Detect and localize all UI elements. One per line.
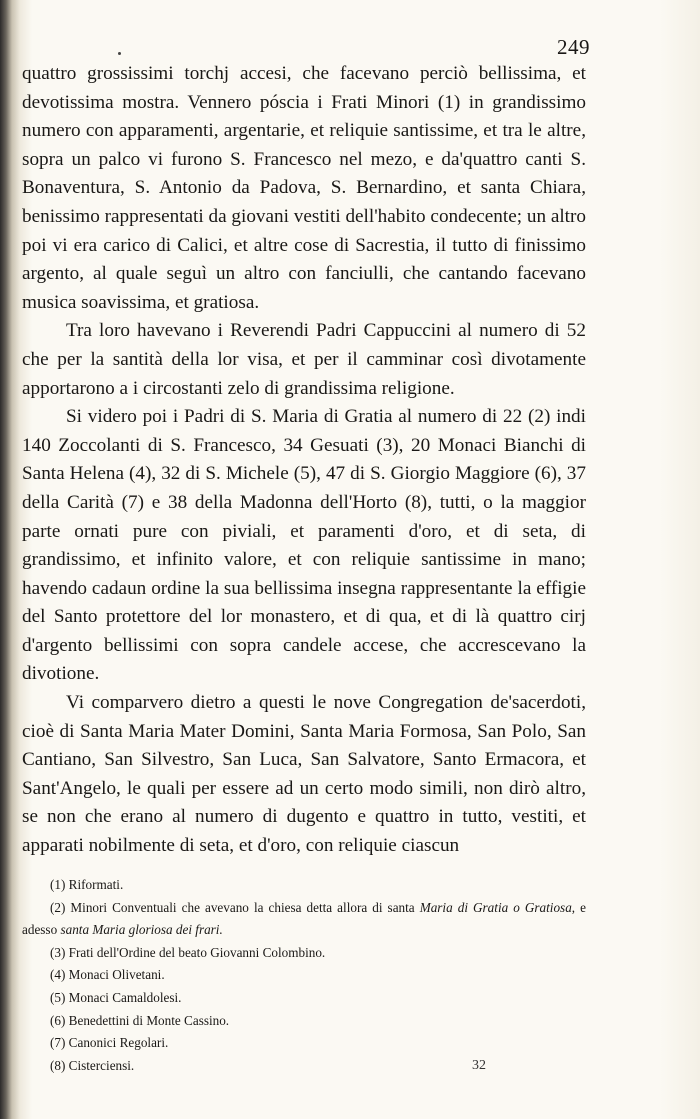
footnote-5: (5) Monaci Camaldolesi. <box>50 989 182 1005</box>
page-number: 249 <box>557 35 590 59</box>
footnote-4: (4) Monaci Olivetani. <box>50 967 165 983</box>
footnote-2 <box>22 897 586 942</box>
footnote-1: (1) Riformati. <box>50 877 124 892</box>
footnotes <box>22 874 586 1077</box>
footnote-2-italic-1: Maria di Gratia o Gratiosa <box>419 899 572 915</box>
footnote-2-text: (2) Minori Conventuali che avevano la chiesa detta allora di santa <box>50 899 420 915</box>
footnote-3: (3) Frati dell'Ordine del beato Giovanni Colombino. <box>50 944 326 960</box>
paragraph-1: quattro grossissimi torchj accesi, che facevano perciò bellissima, et devotissima mostra. Vennero póscia i Frati Minori (1) in grandissimo numero con apparamenti, argentarie, et reliquie santissime, et tra le altre, sopra un palco vi furono S. Francesco nel mezo, e da'quattro canti S. Bonaventura, S. Antonio da Padova, S. Bernardino, et santa Chiara, benissimo rappresentati da giovani vestiti dell'habito condecente; un altro poi vi era carico di Calici, et altre cose di Sacrestia, il tutto di finissimo argento, al quale seguì un altro con fanciulli, che cantando facevano musica soavissima, et gratiosa. <box>22 63 586 313</box>
ink-speck <box>118 52 121 55</box>
signature-mark: 32 <box>472 1058 486 1073</box>
paragraph-3: Si videro poi i Padri di S. Maria di Gratia al numero di 22 (2) indi 140 Zoccolanti di S. Francesco, 34 Gesuati (3), 20 Monaci Bianchi di Santa Helena (4), 32 di S. Michele (5), 47 di S. Giorgio Maggiore (6), 37 della Carità (7) e 38 della Madonna dell'Horto (8), tutti, o la maggior parte ornati pure con piviali, et paramenti d'oro, et di seta, di grandissimo, et infinito valore, et con reliquie santissime in mano; havendo cadaun ordine la sua bellissima insegna rappresentante la effigie del Santo protettore del lor monastero, et di qua, et di là quattro cirj d'argento bellissimi con sopra candele accese, che accrescevano la divotione. <box>22 406 586 685</box>
paragraph-4: Vi comparvero dietro a questi le nove Congregation de'sacerdoti, cioè di Santa Maria Mater Domini, Santa Maria Formosa, San Polo, San Cantiano, San Silvestro, San Luca, San Salvatore, Santo Ermacora, et Sant'Angelo, le quali per essere ad un certo modo simili, non dirò altro, se non che erano al numero di dugento e quattro in tutto, vestiti, et apparati nobilmente di seta, et d'oro, con reliquie ciascun <box>22 692 586 857</box>
footnote-2-italic-2: santa Maria gloriosa dei frari. <box>60 922 223 938</box>
footnote-6: (6) Benedettini di Monte Cassino. <box>50 1012 230 1028</box>
footnote-2-text-b: , e adesso <box>22 899 586 938</box>
paragraph-2: Tra loro havevano i Reverendi Padri Cappuccini al numero di 52 che per la santità della lor visa, et per il camminar così divotamente apportarono a i circostanti zelo di grandissima religione. <box>22 320 586 399</box>
footnote-7: (7) Canonici Regolari. <box>50 1035 169 1051</box>
footnote-8: (8) Cisterciensi. <box>50 1057 135 1073</box>
main-text <box>22 60 586 861</box>
